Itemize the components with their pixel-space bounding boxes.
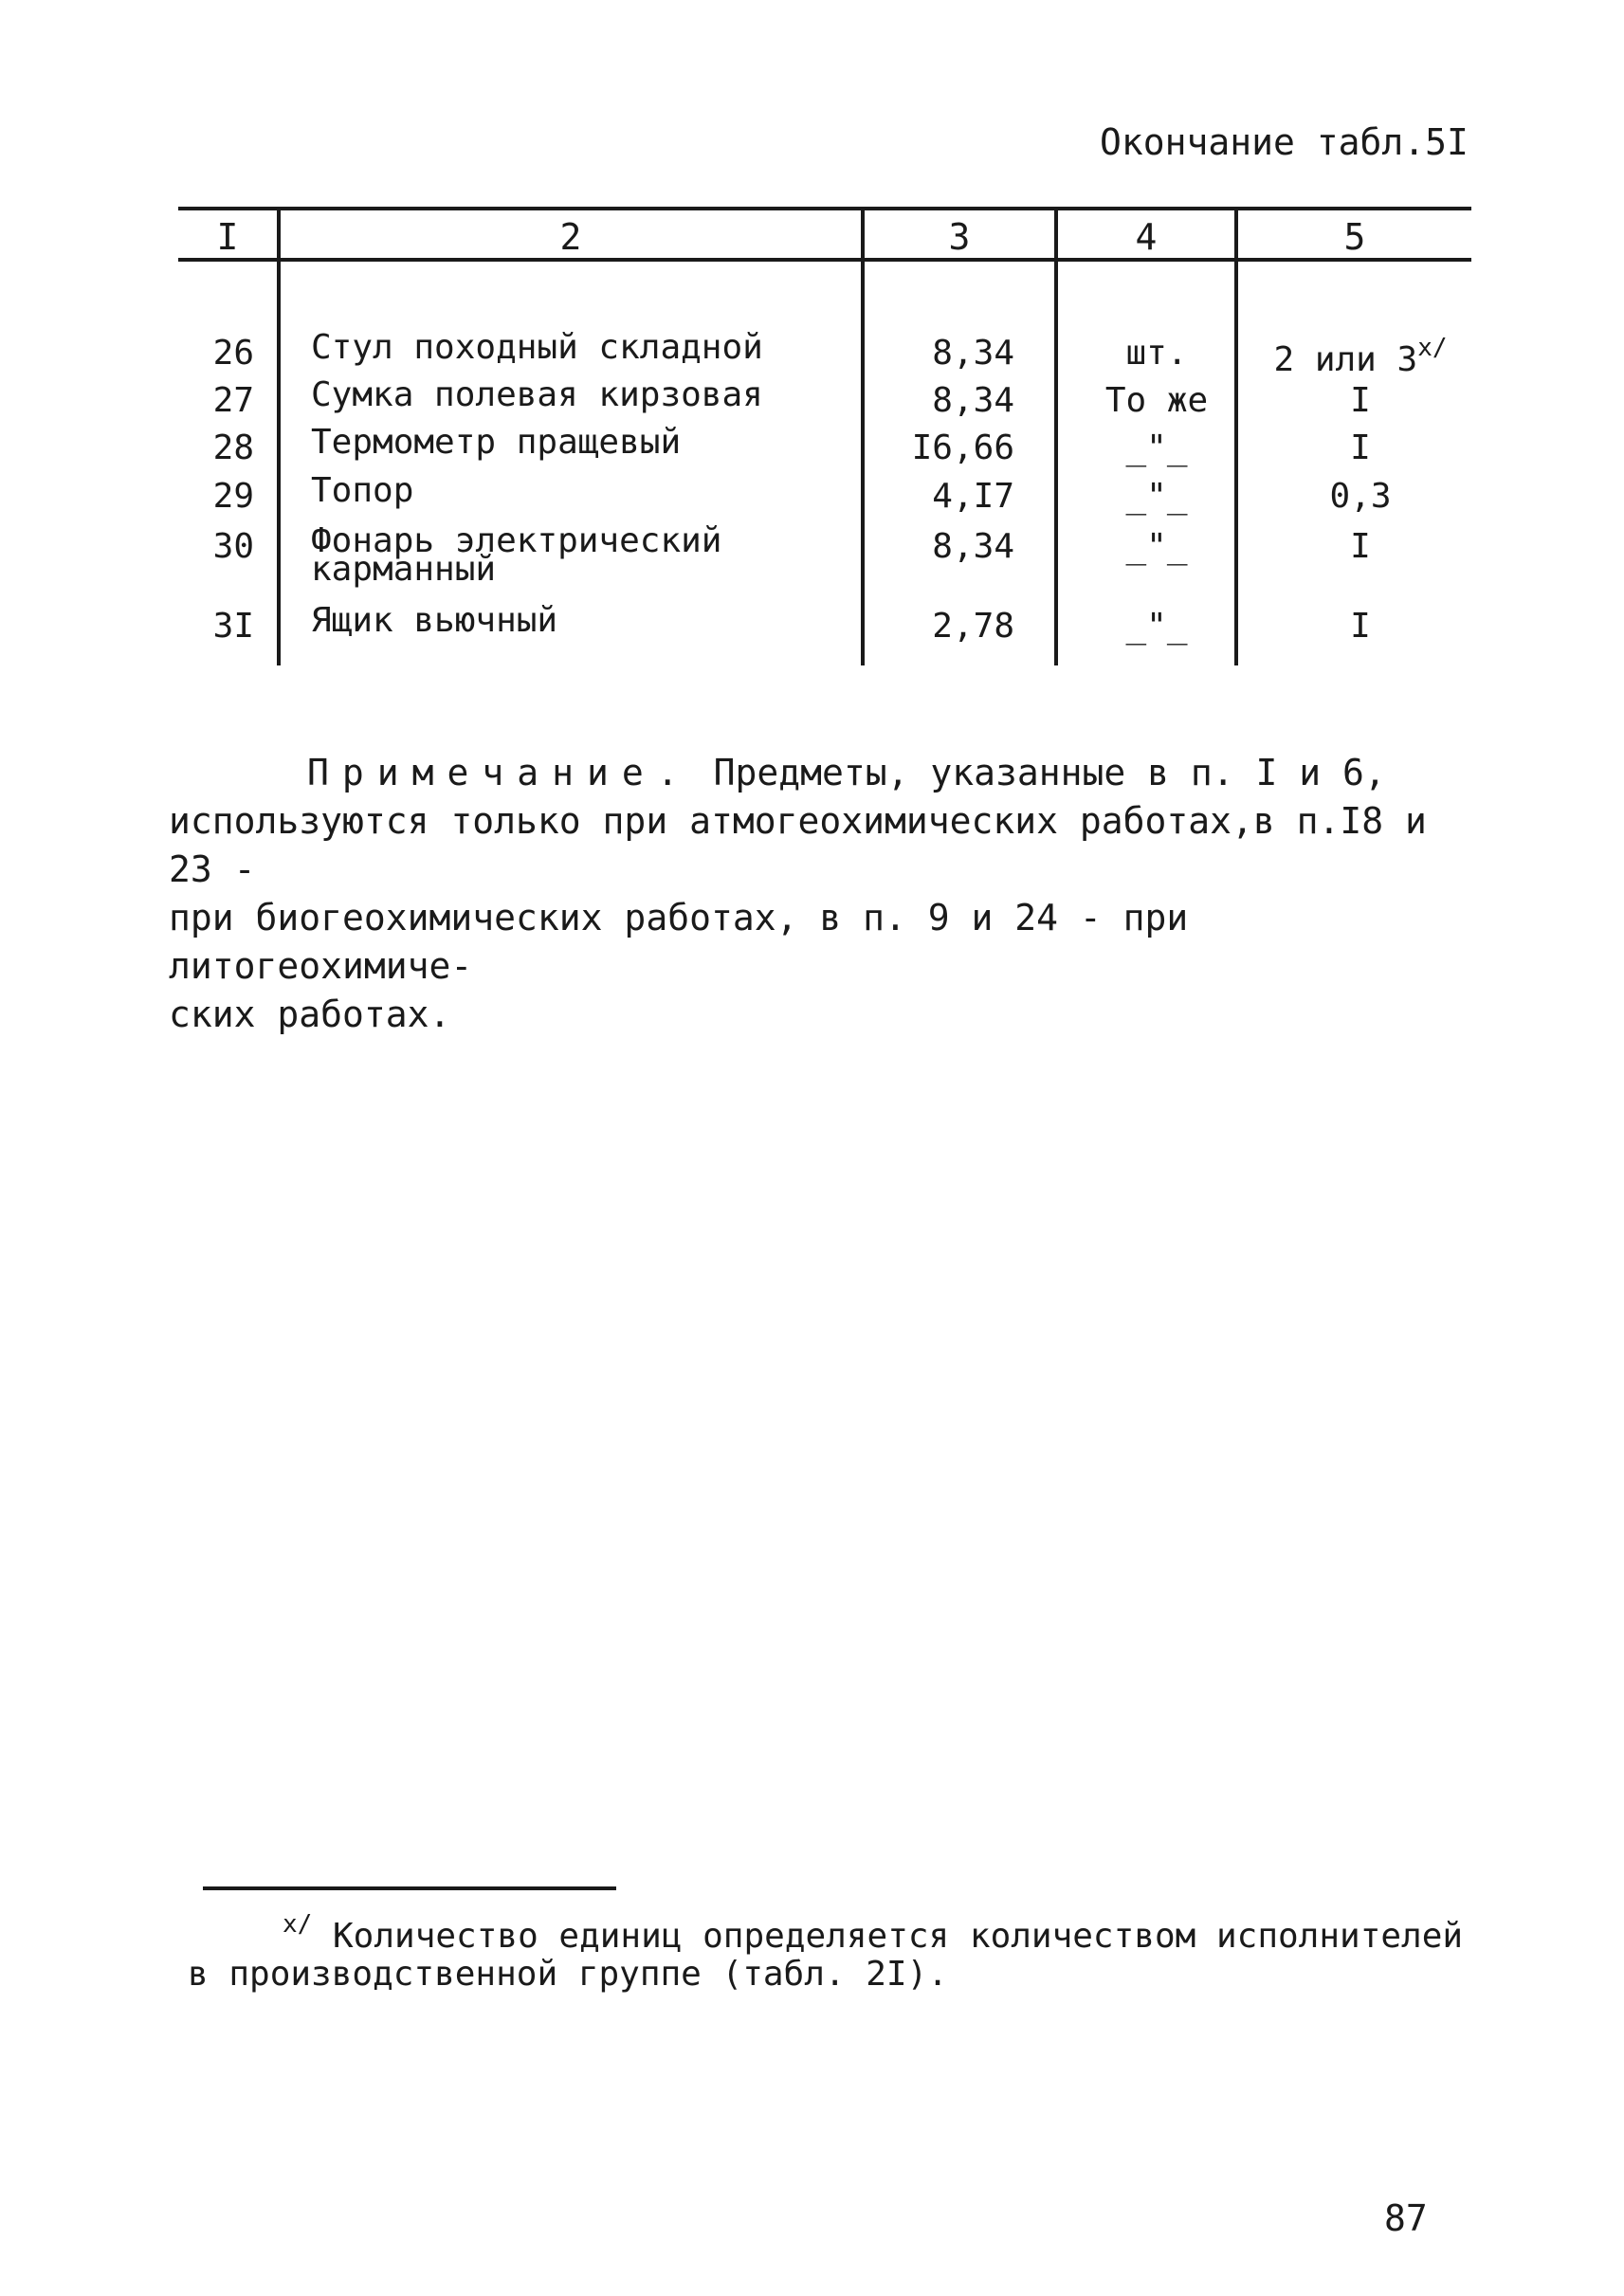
footnote-line-2: в производственной группе (табл. 2I). (188, 1955, 948, 1994)
column-divider-3 (1054, 207, 1058, 665)
column-header-3: 3 (948, 216, 971, 258)
unit-value: шт. (1125, 334, 1188, 373)
footnote-separator (203, 1886, 616, 1890)
rate-value: 8,34 (932, 527, 1014, 566)
quantity-value: I (1350, 527, 1371, 566)
column-divider-1 (277, 207, 281, 665)
rate-value: 4,I7 (932, 477, 1014, 516)
note-line-3: при биогеохимических работах, в п. 9 и 24 - при литогеохимиче- (169, 897, 1189, 987)
table-caption: Окончание табл.5I (1100, 121, 1469, 163)
unit-value: То же (1104, 381, 1209, 420)
quantity-value (1242, 334, 1479, 379)
row-number: 28 (212, 428, 254, 467)
quantity-text: 2 или 3 (1273, 340, 1418, 379)
table-top-rule (178, 207, 1471, 210)
rate-value: 8,34 (932, 381, 1014, 420)
item-name: Топор (311, 471, 414, 510)
footnote-line-1: Количество единиц определяется количеством исполнителей (333, 1917, 1464, 1956)
note-label: Примечание. (307, 752, 692, 793)
column-header-5: 5 (1343, 216, 1366, 258)
note-paragraph (169, 749, 1458, 1039)
unit-value: _"_ (1125, 527, 1188, 566)
table-header-rule (178, 258, 1471, 262)
column-header-4: 4 (1135, 216, 1158, 258)
note-line-2: используются только при атмогеохимических работах,в п.I8 и 23 - (169, 800, 1427, 890)
column-header-2: 2 (559, 216, 582, 258)
rate-value: 8,34 (932, 334, 1014, 373)
rate-value: I6,66 (911, 428, 1014, 467)
item-name: Термометр пращевый (311, 423, 682, 462)
item-name: Стул походный складной (311, 328, 763, 367)
unit-value: _"_ (1125, 477, 1188, 516)
row-number: 29 (212, 477, 254, 516)
item-name: Сумка полевая кирзовая (311, 375, 763, 414)
row-number: 26 (212, 334, 254, 373)
quantity-value: I (1350, 381, 1371, 420)
quantity-value: I (1350, 428, 1371, 467)
note-line-4: ских работах. (169, 993, 451, 1035)
unit-value: _"_ (1125, 428, 1188, 467)
item-name-line-2: карманный (311, 550, 497, 589)
rate-value: 2,78 (932, 607, 1014, 646)
unit-value: _"_ (1125, 607, 1188, 646)
item-name (311, 521, 842, 589)
item-name-line-1: Фонарь электрический (311, 521, 722, 560)
quantity-value: I (1350, 607, 1371, 646)
row-number: 27 (212, 381, 254, 420)
row-number: 3I (212, 607, 254, 646)
row-number: 30 (212, 527, 254, 566)
column-header-1: I (216, 216, 239, 258)
footnote (188, 1905, 1477, 1994)
footnote-reference-mark: x/ (1417, 334, 1448, 362)
item-name: Ящик вьючный (311, 601, 558, 640)
page-number: 87 (1384, 2197, 1428, 2239)
footnote-mark: x/ (283, 1910, 313, 1939)
quantity-value: 0,3 (1329, 477, 1392, 516)
note-line-1: Предметы, указанные в п. I и 6, (713, 752, 1386, 793)
